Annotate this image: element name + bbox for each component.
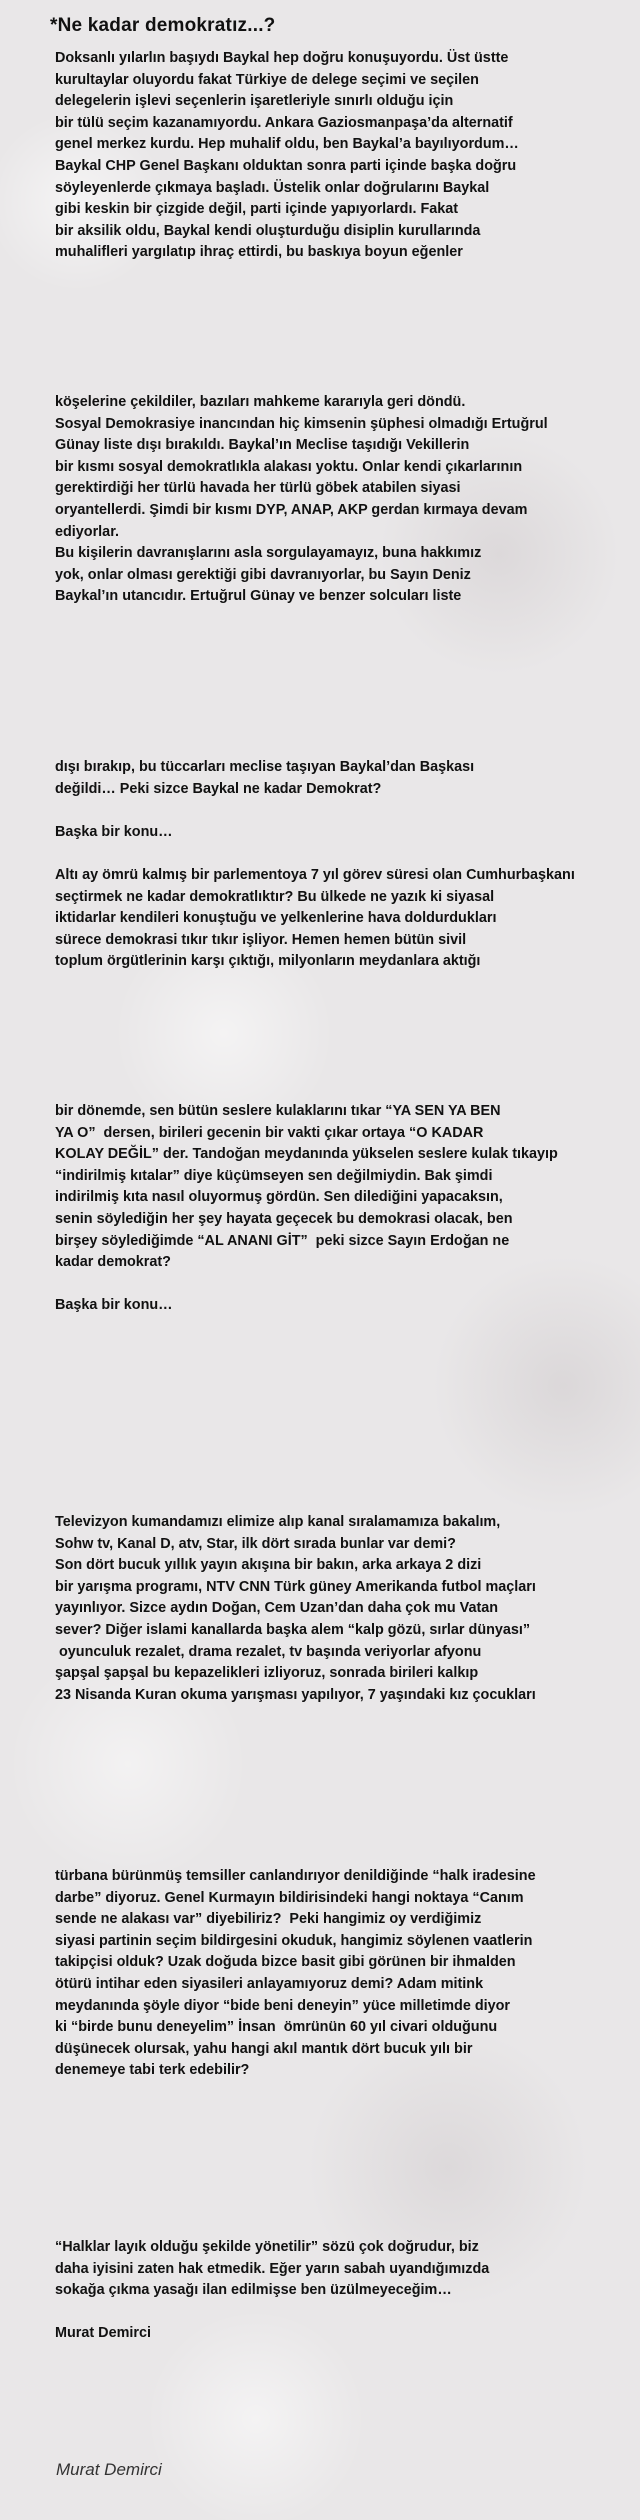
author-signature: Murat Demirci [56, 2460, 162, 2479]
article-paragraph: dışı bırakıp, bu tüccarları meclise taşıyan Baykal’dan Başkası değildi… Peki sizce Baykal ne kadar Demokrat? Başka bir konu… Altı ay ömrü kalmış bir parlementoya 7 yıl görev süresi olan Cumhurbaşkanı seçtirmek ne kadar demokratlıktır? Bu ülkede ne yazık ki siyasal iktidarlar kendileri konuştuğu ve yelkenlerine hava doldurdukları sürece demokrasi tıkır tıkır işliyor. Hemen hemen bütün sivil toplum örgütlerinin karşı çıktığı, milyonların meydanlara aktığı [55, 759, 575, 970]
article-paragraph: köşelerine çekildiler, bazıları mahkeme kararıyla geri döndü. Sosyal Demokrasiye inancından hiç kimsenin şüphesi olmadığı Ertuğrul Günay liste dışı bırakıldı. Baykal’ın Meclise taşıdığı Vekillerin bir kısmı sosyal demokratlıkla alakası yoktu. Onlar kendi çıkarlarının gerektirdiği her türlü havada her türlü göbek atabilen siyasi oryantellerdi. Şimdi bir kısmı DYP, ANAP, AKP gerdan kırmaya devam ediyorlar. Bu kişilerin davranışlarını asla sorgulayamayız, buna hakkımız yok, onlar olması gerektiği gibi davranıyorlar, bu Sayın Deniz Baykal’ın utancıdır. Ertuğrul Günay ve benzer solcuları liste [55, 394, 548, 605]
article-paragraph: “Halklar layık olduğu şekilde yönetilir” sözü çok doğrudur, biz daha iyisini zaten hak etmedik. Eğer yarın sabah uyandığımızda sokağa çıkma yasağı ilan edilmişse ben üzülmeyeceğim… Murat Demirci [55, 2239, 490, 2342]
article-paragraph: Televizyon kumandamızı elimize alıp kanal sıralamamıza bakalım, Sohw tv, Kanal D, atv, Star, ilk dört sırada bunlar var demi? Son dört bucuk yıllık yayın akışına bir bakın, arka arkaya 2 dizi bir yarışma programı, NTV CNN Türk güney Amerikanda futbol maçları yayınlıyor. Sizce aydın Doğan, Cem Uzan’dan daha çok mu Vatan sever? Diğer islami kanallarda başka alem “kalp gözü, sırlar dünyası” oyunculuk rezalet, drama rezalet, tv başında veriyorlar afyonu şapşal şapşal bu kepazelikleri izliyoruz, sonrada birileri kalkıp 23 Nisanda Kuran okuma yarışması yapılıyor, 7 yaşındaki kız çocukları [55, 1514, 536, 1703]
article-paragraph: türbana bürünmüş temsiller canlandırıyor denildiğinde “halk iradesine darbe” diyoruz. Genel Kurmayın bildirisindeki hangi noktaya “Canım sende ne alakası var” diyebiliriz? Peki hangimiz oy verdiğimiz siyasi partinin seçim bildirgesini okuduk, hangimiz söylenen vaatlerin takipçisi olduk? Uzak doğuda bizce basit gibi görünen bir ihmalden ötürü intihar eden siyasileri anlayamıyoruz demi? Adam mitink meydanında şöyle diyor “bide beni deneyin” yüce milletimde diyor ki “birde bunu deneyelim” İnsan ömrünün 60 yıl civari olduğunu düşünecek olursak, yahu hangi akıl mantık dört bucuk yılı bir denemeye tabi terk edebilir? [55, 1868, 536, 2079]
article-paragraph: Doksanlı yılarlın başıydı Baykal hep doğru konuşuyordu. Üst üstte kurultaylar oluyordu fakat Türkiye de delege seçimi ve seçilen delegelerin işlevi seçenlerin işaretleriyle sınırlı olduğu için bir tülü seçim kazanamıyordu. Ankara Gaziosmanpaşa’da alternatif genel merkez kurdu. Hep muhalif oldu, ben Baykal’a bayılıyordum… Baykal CHP Genel Başkanı olduktan sonra parti içinde başka doğru söyleyenlerde çıkmaya başladı. Üstelik onlar doğrularını Baykal gibi keskin bir çizgide değil, parti içinde yapıyorlardı. Fakat bir aksilik oldu, Baykal kendi oluşturduğu disiplin kurullarında muhalifleri yargılatıp ihraç ettirdi, bu baskıya boyun eğenler [55, 50, 519, 261]
article-paragraph: bir dönemde, sen bütün seslere kulaklarını tıkar “YA SEN YA BEN YA O” dersen, birileri gecenin bir vakti çıkar ortaya “O KADAR KOLAY DEĞİL” der. Tandoğan meydanında yükselen seslere kulak tıkayıp “indirilmiş kıtalar” diye küçümseyen sen değilmiydin. Bak şimdi indirilmiş kıta nasıl oluyormuş gördün. Sen dilediğini yapacaksın, senin söylediğin her şey hayata geçecek bu demokrasi olacak, ben birşey söylediğimde “AL ANANI GİT” peki sizce Sayın Erdoğan ne kadar demokrat? Başka bir konu… [55, 1103, 558, 1314]
article-title: *Ne kadar demokratız...? [50, 15, 276, 36]
